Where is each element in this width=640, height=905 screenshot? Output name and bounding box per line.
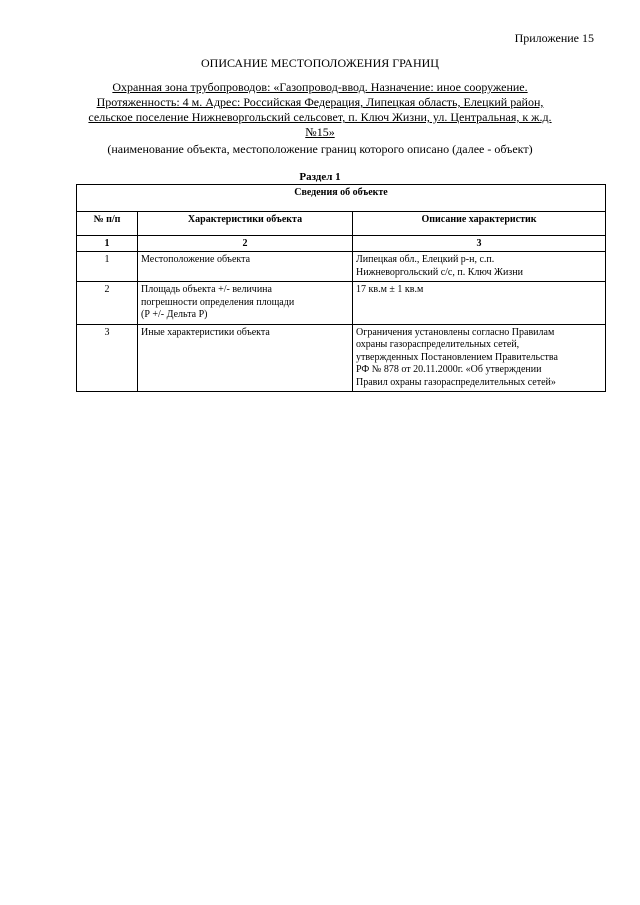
- object-description-line: сельское поселение Нижневоргольский сельсовет, п. Ключ Жизни, ул. Центральная, к ж.д.: [88, 110, 552, 124]
- column-number: 3: [353, 236, 606, 252]
- characteristic-cell: [138, 282, 353, 325]
- column-header-number: № п/п: [77, 212, 138, 236]
- cell-line: Нижневоргольский с/с, п. Ключ Жизни: [356, 266, 523, 278]
- description-cell: [353, 252, 606, 282]
- characteristic-cell: [138, 252, 353, 282]
- section-title: Раздел 1: [299, 171, 341, 183]
- row-number: 2: [77, 282, 138, 325]
- characteristic-cell: [138, 324, 353, 392]
- object-description-line: Охранная зона трубопроводов: «Газопровод-ввод. Назначение: иное сооружение.: [112, 80, 528, 94]
- object-description-line: Протяженность: 4 м. Адрес: Российская Федерация, Липецкая область, Елецкий район,: [96, 95, 544, 109]
- cell-line: Площадь объекта +/- величина: [141, 284, 272, 295]
- cell-line: Липецкая обл., Елецкий р-н, с.п.: [356, 254, 495, 265]
- description-cell: [353, 324, 606, 392]
- cell-line: охраны газораспределительных сетей,: [356, 339, 520, 350]
- object-description-line: №15»: [305, 125, 335, 139]
- row-number: 3: [77, 324, 138, 392]
- cell-line: Ограничения установлены согласно Правилам: [356, 326, 555, 338]
- cell-line: Местоположение объекта: [141, 254, 251, 265]
- object-info-table: [76, 184, 606, 392]
- object-note: (наименование объекта, местоположение границ которого описано (далее - объект): [107, 142, 533, 156]
- column-number: 2: [138, 236, 353, 252]
- cell-line: утвержденных Постановлением Правительства: [356, 351, 558, 363]
- table-row: [77, 282, 606, 325]
- row-number: 1: [77, 252, 138, 282]
- object-description: [80, 80, 560, 140]
- cell-line: 17 кв.м ± 1 кв.м: [356, 284, 424, 295]
- description-cell: [353, 282, 606, 325]
- cell-line: (Р +/- Дельта Р): [141, 309, 208, 320]
- column-header-description: Описание характеристик: [353, 212, 606, 236]
- table-row: [77, 252, 606, 282]
- cell-line: погрешности определения площади: [141, 296, 295, 308]
- cell-line: Правил охраны газораспределительных сетей»: [356, 376, 556, 388]
- column-header-characteristic: Характеристики объекта: [138, 212, 353, 236]
- cell-line: РФ № 878 от 20.11.2000г. «Об утверждении: [356, 364, 542, 375]
- document-title: ОПИСАНИЕ МЕСТОПОЛОЖЕНИЯ ГРАНИЦ: [201, 56, 439, 70]
- appendix-label: Приложение 15: [514, 31, 594, 45]
- column-number-row: [77, 236, 606, 252]
- table-caption-row: [77, 185, 606, 212]
- column-number: 1: [77, 236, 138, 252]
- cell-line: Иные характеристики объекта: [141, 326, 270, 338]
- table-row: [77, 324, 606, 392]
- table-header-row: [77, 212, 606, 236]
- table-caption: Сведения об объекте: [77, 185, 606, 212]
